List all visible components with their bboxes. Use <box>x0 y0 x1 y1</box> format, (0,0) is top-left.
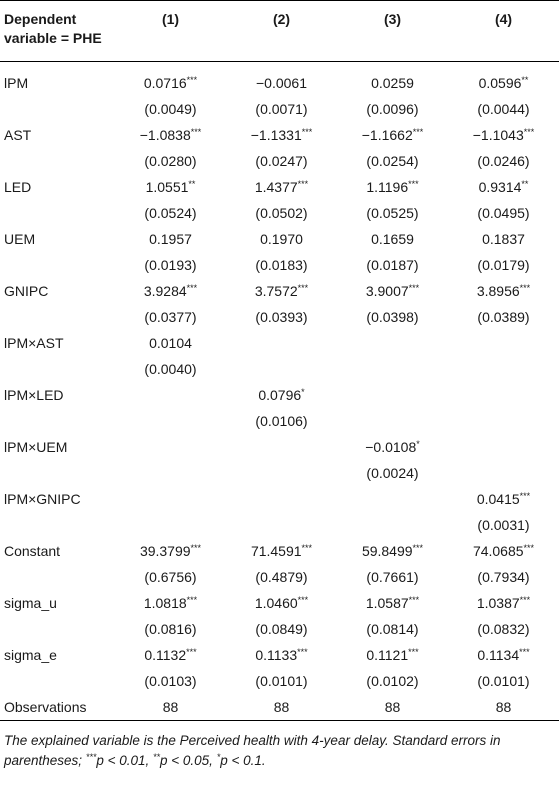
significance-stars: *** <box>190 543 202 553</box>
coefficient-cell <box>337 590 448 616</box>
coefficient-value: 0.1133 <box>255 647 298 663</box>
coefficient-cell <box>337 382 448 408</box>
coefficient-cell <box>448 642 559 668</box>
row-label-empty <box>0 200 115 226</box>
standard-error-cell: (0.0049) <box>144 101 197 117</box>
significance-stars: * <box>301 387 305 397</box>
coefficient-value: 1.0818 <box>143 595 187 611</box>
standard-error-cell: (0.7661) <box>366 569 419 585</box>
table-row <box>0 382 559 408</box>
coefficient-cell <box>115 382 226 408</box>
standard-error-cell: (0.0525) <box>366 205 419 221</box>
row-label: lPM <box>4 75 29 91</box>
coefficient-value: 0.1659 <box>371 231 414 247</box>
table-row <box>0 278 559 304</box>
coefficient-value: 0.9314 <box>478 179 522 195</box>
row-label-empty <box>0 252 115 278</box>
coefficient-cell <box>448 486 559 512</box>
standard-error-cell: (0.0040) <box>144 361 197 377</box>
standard-error-cell <box>226 460 337 486</box>
standard-error-cell <box>115 408 226 434</box>
coefficient-value: 71.4591 <box>250 543 302 559</box>
significance-stars: *** <box>186 283 198 293</box>
table-row <box>0 642 559 668</box>
table-header-row <box>0 1 559 62</box>
standard-error-cell: (0.0101) <box>255 673 308 689</box>
coefficient-cell <box>226 486 337 512</box>
coefficient-cell <box>337 486 448 512</box>
table-row <box>0 62 559 97</box>
coefficient-value: 0.1957 <box>149 231 192 247</box>
row-label-empty <box>0 564 115 590</box>
standard-error-cell: (0.0179) <box>477 257 530 273</box>
standard-error-cell: (0.6756) <box>144 569 197 585</box>
significance-stars: *** <box>519 647 530 657</box>
significance-stars: *** <box>186 75 198 85</box>
coefficient-value: −1.1662 <box>361 127 413 143</box>
coefficient-cell <box>448 434 559 460</box>
dep-var-line1: Dependent <box>4 11 77 27</box>
standard-error-cell: (0.0814) <box>366 621 419 637</box>
coefficient-cell <box>448 278 559 304</box>
row-label-empty <box>0 96 115 122</box>
coefficient-value: 0.0415 <box>476 491 520 507</box>
row-label-empty <box>0 148 115 174</box>
footnote-p2: p < 0.05, <box>160 753 217 768</box>
significance-stars: *** <box>301 543 313 553</box>
coefficient-value: 3.9284 <box>143 283 187 299</box>
row-label: sigma_u <box>4 595 57 611</box>
coefficient-cell <box>337 642 448 668</box>
table-row <box>0 174 559 200</box>
significance-stars: *** <box>412 543 424 553</box>
coefficient-cell <box>115 538 226 564</box>
row-label: GNIPC <box>4 283 49 299</box>
row-label-empty <box>0 668 115 694</box>
standard-error-cell: (0.0183) <box>255 257 308 273</box>
coefficient-value: 3.9007 <box>365 283 409 299</box>
significance-stars: ** <box>188 179 196 189</box>
table-row-se <box>0 200 559 226</box>
column-header-1: (1) <box>115 1 226 62</box>
coefficient-cell <box>226 62 337 97</box>
coefficient-cell <box>226 174 337 200</box>
row-label-empty <box>0 408 115 434</box>
significance-stars: ** <box>521 75 529 85</box>
significance-stars: *** <box>297 179 309 189</box>
column-header-3: (3) <box>337 1 448 62</box>
table-row-se <box>0 616 559 642</box>
footnote-p3: p < 0.1. <box>220 753 266 768</box>
coefficient-cell <box>448 590 559 616</box>
coefficient-cell <box>226 226 337 252</box>
standard-error-cell <box>337 408 448 434</box>
standard-error-cell: (0.0024) <box>366 465 419 481</box>
coefficient-value: 0.1134 <box>477 647 520 663</box>
significance-stars: *** <box>297 283 309 293</box>
coefficient-value: 0.1837 <box>482 231 525 247</box>
coefficient-value: 0.0796 <box>258 387 302 403</box>
standard-error-cell: (0.0096) <box>366 101 419 117</box>
standard-error-cell: (0.0246) <box>477 153 530 169</box>
coefficient-value: 0.0259 <box>371 75 414 91</box>
coefficient-cell <box>226 434 337 460</box>
coefficient-cell <box>448 538 559 564</box>
table-row-se <box>0 356 559 382</box>
standard-error-cell: (0.0502) <box>255 205 308 221</box>
table-row-se <box>0 148 559 174</box>
table-row-se <box>0 252 559 278</box>
significance-stars: *** <box>301 127 313 137</box>
coefficient-cell <box>226 642 337 668</box>
footnote-p1: p < 0.01, <box>96 753 153 768</box>
coefficient-value: 74.0685 <box>472 543 524 559</box>
coefficient-value: 59.8499 <box>361 543 413 559</box>
significance-stars: *** <box>519 595 531 605</box>
coefficient-cell <box>115 434 226 460</box>
observations-value: 88 <box>226 694 337 721</box>
coefficient-cell <box>337 538 448 564</box>
standard-error-cell: (0.0187) <box>366 257 419 273</box>
table-row <box>0 486 559 512</box>
row-label: lPM×UEM <box>4 439 68 455</box>
coefficient-cell <box>115 174 226 200</box>
significance-stars: *** <box>190 127 202 137</box>
standard-error-cell: (0.0031) <box>477 517 530 533</box>
footnote-stars-2: ** <box>153 752 161 762</box>
observations-value: 88 <box>337 694 448 721</box>
significance-stars: *** <box>297 595 309 605</box>
column-header-4: (4) <box>448 1 559 62</box>
row-label: sigma_e <box>4 647 57 663</box>
row-label-empty <box>0 512 115 538</box>
standard-error-cell <box>448 460 559 486</box>
coefficient-cell <box>337 226 448 252</box>
coefficient-value: 1.0460 <box>254 595 298 611</box>
table-row-se <box>0 304 559 330</box>
standard-error-cell: (0.0398) <box>366 309 419 325</box>
coefficient-value: −0.0108 <box>365 439 417 455</box>
coefficient-cell <box>115 486 226 512</box>
table-row <box>0 590 559 616</box>
standard-error-cell <box>115 460 226 486</box>
coefficient-value: 0.1970 <box>260 231 303 247</box>
coefficient-value: 1.0587 <box>365 595 409 611</box>
coefficient-cell <box>226 278 337 304</box>
coefficient-value: −0.0061 <box>256 75 307 91</box>
coefficient-cell <box>337 62 448 97</box>
significance-stars: * <box>416 439 420 449</box>
coefficient-cell <box>226 590 337 616</box>
table-row-se <box>0 460 559 486</box>
coefficient-value: 1.4377 <box>254 179 298 195</box>
coefficient-value: 0.1121 <box>366 647 409 663</box>
observations-value: 88 <box>115 694 226 721</box>
dependent-variable-header <box>0 1 115 62</box>
standard-error-cell: (0.0254) <box>366 153 419 169</box>
significance-stars: *** <box>519 491 531 501</box>
standard-error-cell: (0.0524) <box>144 205 197 221</box>
significance-stars: *** <box>408 179 419 189</box>
coefficient-value: 1.0551 <box>145 179 189 195</box>
row-label: lPM×LED <box>4 387 64 403</box>
coefficient-value: 0.0104 <box>149 335 192 351</box>
table-row <box>0 538 559 564</box>
coefficient-cell <box>448 382 559 408</box>
standard-error-cell: (0.0832) <box>477 621 530 637</box>
standard-error-cell: (0.0102) <box>366 673 419 689</box>
standard-error-cell <box>226 512 337 538</box>
standard-error-cell: (0.0393) <box>255 309 308 325</box>
significance-stars: *** <box>519 283 531 293</box>
coefficient-cell <box>448 226 559 252</box>
coefficient-cell <box>115 122 226 148</box>
footnote-text: The explained variable is the Perceived health with 4-year delay. Standard errors in parentheses; <box>4 733 501 768</box>
standard-error-cell: (0.0377) <box>144 309 197 325</box>
standard-error-cell: (0.0193) <box>144 257 197 273</box>
row-label: lPM×AST <box>4 335 64 351</box>
table-row-se <box>0 668 559 694</box>
significance-stars: *** <box>412 127 424 137</box>
table-row-se <box>0 96 559 122</box>
footnote-stars-3: * <box>216 752 221 762</box>
coefficient-cell <box>115 642 226 668</box>
coefficient-cell <box>448 122 559 148</box>
coefficient-value: 1.1196 <box>366 179 409 195</box>
table-row-se <box>0 564 559 590</box>
observations-row <box>0 694 559 721</box>
standard-error-cell: (0.0389) <box>477 309 530 325</box>
coefficient-cell <box>337 434 448 460</box>
coefficient-cell <box>226 122 337 148</box>
significance-stars: *** <box>297 647 308 657</box>
coefficient-cell <box>448 62 559 97</box>
coefficient-cell <box>226 330 337 356</box>
coefficient-cell <box>226 382 337 408</box>
standard-error-cell <box>337 356 448 382</box>
standard-error-cell <box>448 408 559 434</box>
standard-error-cell: (0.0071) <box>255 101 308 117</box>
significance-stars: *** <box>523 127 535 137</box>
coefficient-value: 0.1132 <box>144 647 187 663</box>
table-row <box>0 330 559 356</box>
coefficient-cell <box>448 330 559 356</box>
significance-stars: *** <box>408 647 419 657</box>
standard-error-cell: (0.0044) <box>477 101 530 117</box>
standard-error-cell: (0.4879) <box>255 569 308 585</box>
standard-error-cell <box>448 356 559 382</box>
coefficient-value: 3.7572 <box>254 283 298 299</box>
table-row <box>0 226 559 252</box>
table-row-se <box>0 408 559 434</box>
standard-error-cell: (0.0816) <box>144 621 197 637</box>
coefficient-cell <box>337 174 448 200</box>
standard-error-cell <box>226 356 337 382</box>
standard-error-cell: (0.0106) <box>255 413 308 429</box>
significance-stars: *** <box>186 595 198 605</box>
significance-stars: ** <box>521 179 529 189</box>
standard-error-cell: (0.0849) <box>255 621 308 637</box>
coefficient-cell <box>115 62 226 97</box>
row-label-empty <box>0 304 115 330</box>
coefficient-value: −1.0838 <box>139 127 191 143</box>
coefficient-value: 39.3799 <box>139 543 191 559</box>
coefficient-cell <box>337 330 448 356</box>
coefficient-value: 3.8956 <box>476 283 520 299</box>
coefficient-cell <box>448 174 559 200</box>
table-row <box>0 122 559 148</box>
standard-error-cell: (0.0280) <box>144 153 197 169</box>
row-label-empty <box>0 460 115 486</box>
observations-value: 88 <box>448 694 559 721</box>
table-body <box>0 62 559 721</box>
standard-error-cell: (0.0101) <box>477 673 530 689</box>
standard-error-cell: (0.7934) <box>477 569 530 585</box>
table-row <box>0 434 559 460</box>
standard-error-cell: (0.0247) <box>255 153 308 169</box>
coefficient-cell <box>337 278 448 304</box>
coefficient-value: 0.0596 <box>478 75 522 91</box>
table-footnote <box>0 721 556 771</box>
row-label: lPM×GNIPC <box>4 491 81 507</box>
coefficient-value: −1.1331 <box>250 127 302 143</box>
row-label: UEM <box>4 231 36 247</box>
footnote-stars-1: *** <box>85 752 97 762</box>
standard-error-cell <box>115 512 226 538</box>
significance-stars: *** <box>408 283 420 293</box>
coefficient-cell <box>115 226 226 252</box>
coefficient-value: 0.0716 <box>143 75 187 91</box>
coefficient-cell <box>115 590 226 616</box>
standard-error-cell: (0.0495) <box>477 205 530 221</box>
row-label: LED <box>4 179 32 195</box>
significance-stars: *** <box>408 595 420 605</box>
significance-stars: *** <box>523 543 535 553</box>
observations-label: Observations <box>0 694 115 721</box>
standard-error-cell: (0.0103) <box>144 673 197 689</box>
coefficient-cell <box>226 538 337 564</box>
row-label: AST <box>4 127 32 143</box>
dep-var-line2: variable = PHE <box>4 30 102 46</box>
column-header-2: (2) <box>226 1 337 62</box>
significance-stars: *** <box>186 647 197 657</box>
coefficient-cell <box>115 278 226 304</box>
standard-error-cell <box>337 512 448 538</box>
coefficient-cell <box>115 330 226 356</box>
row-label: Constant <box>4 543 61 559</box>
table-row-se <box>0 512 559 538</box>
coefficient-value: −1.1043 <box>472 127 524 143</box>
coefficient-value: 1.0387 <box>476 595 520 611</box>
row-label-empty <box>0 356 115 382</box>
coefficient-cell <box>337 122 448 148</box>
row-label-empty <box>0 616 115 642</box>
